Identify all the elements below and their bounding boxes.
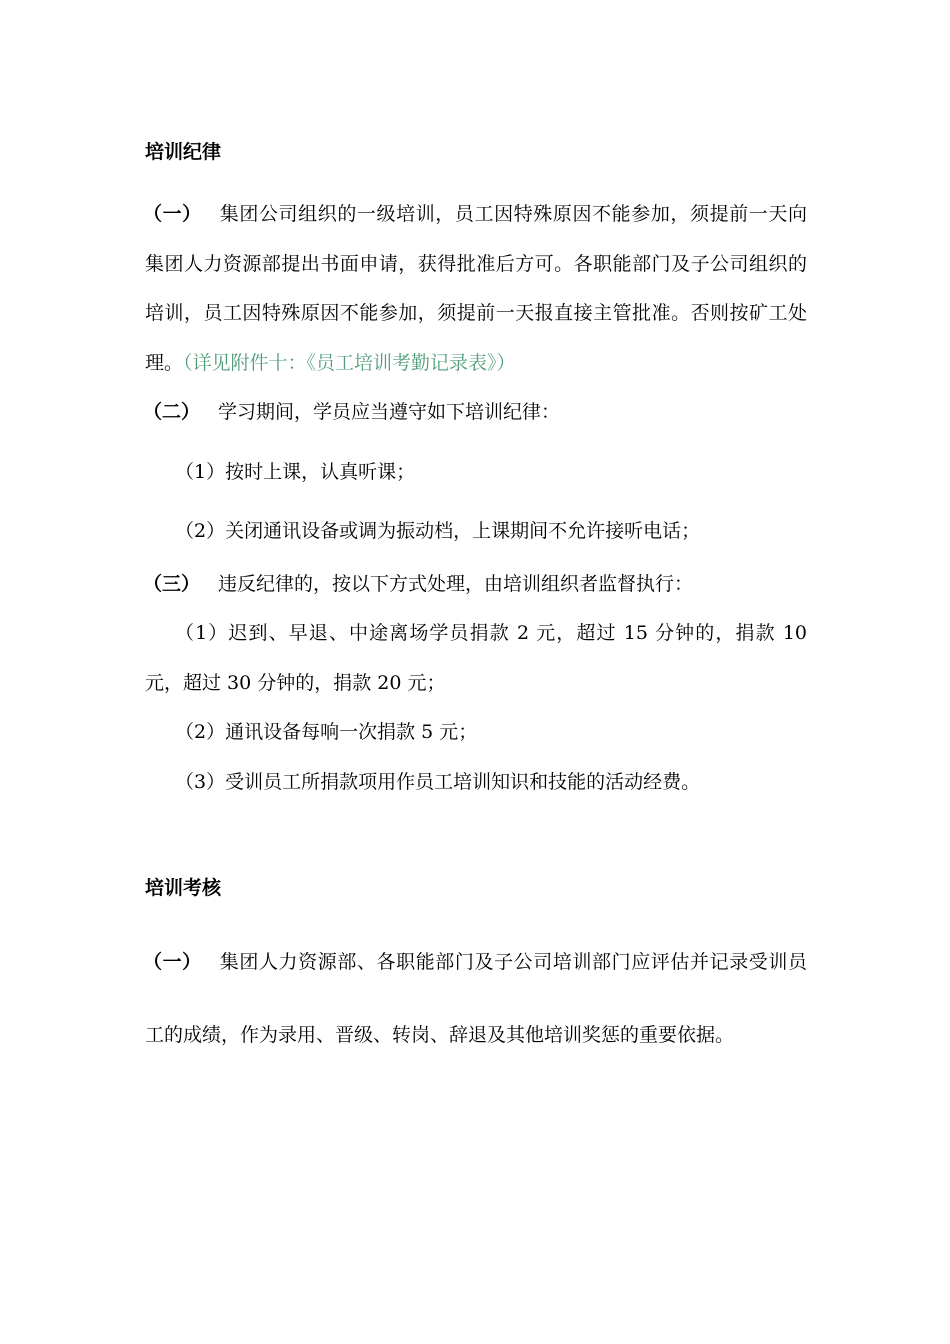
list-item: （2）通讯设备每响一次捐款 5 元； xyxy=(175,721,478,743)
document-body xyxy=(145,130,807,1072)
item-marker: （一） xyxy=(143,203,202,225)
paragraph-text: 违反纪律的，按以下方式处理，由培训组织者监督执行： xyxy=(218,572,694,595)
list-item: （1）按时上课，认真听课； xyxy=(175,460,416,483)
section-title-training-assessment: 培训考核 xyxy=(145,877,222,899)
paragraph-assessment-1 xyxy=(145,926,807,1072)
item-marker: （二） xyxy=(143,401,201,423)
paragraph-discipline-2 xyxy=(145,388,807,438)
paragraph-discipline-1 xyxy=(145,190,807,388)
paragraph-text: 集团公司组织的一级培训，员工因特殊原因不能参加，须提前一天向集团人力资源部提出书面申请，获得批准后方可。各职能部门及子公司组织的培训，员工因特殊原因不能参加，须提前一天报直接主管批准。否则按矿工处理。 xyxy=(145,203,807,374)
paragraph-text: 集团人力资源部、各职能部门及子公司培训部门应评估并记录受训员工的成绩，作为录用、晋级、转岗、辞退及其他培训奖惩的重要依据。 xyxy=(145,951,807,1046)
list-item: （3）受训员工所捐款项用作员工培训知识和技能的活动经费。 xyxy=(175,770,701,793)
item-marker: （一） xyxy=(143,951,202,973)
paragraph-text: 学习期间，学员应当遵守如下培训纪律： xyxy=(218,401,561,423)
section-title-training-discipline: 培训纪律 xyxy=(145,141,222,163)
attachment-reference-note: （详见附件十：《员工培训考勤记录表》） xyxy=(183,351,516,374)
item-marker: （三） xyxy=(143,572,201,595)
paragraph-discipline-3 xyxy=(145,560,807,610)
list-item: （2）关闭通讯设备或调为振动档，上课期间不允许接听电话； xyxy=(175,520,701,542)
list-item: （1）迟到、早退、中途离场学员捐款 2 元，超过 15 分钟的，捐款 10 元，超过 30 分钟的，捐款 20 元； xyxy=(145,622,807,694)
